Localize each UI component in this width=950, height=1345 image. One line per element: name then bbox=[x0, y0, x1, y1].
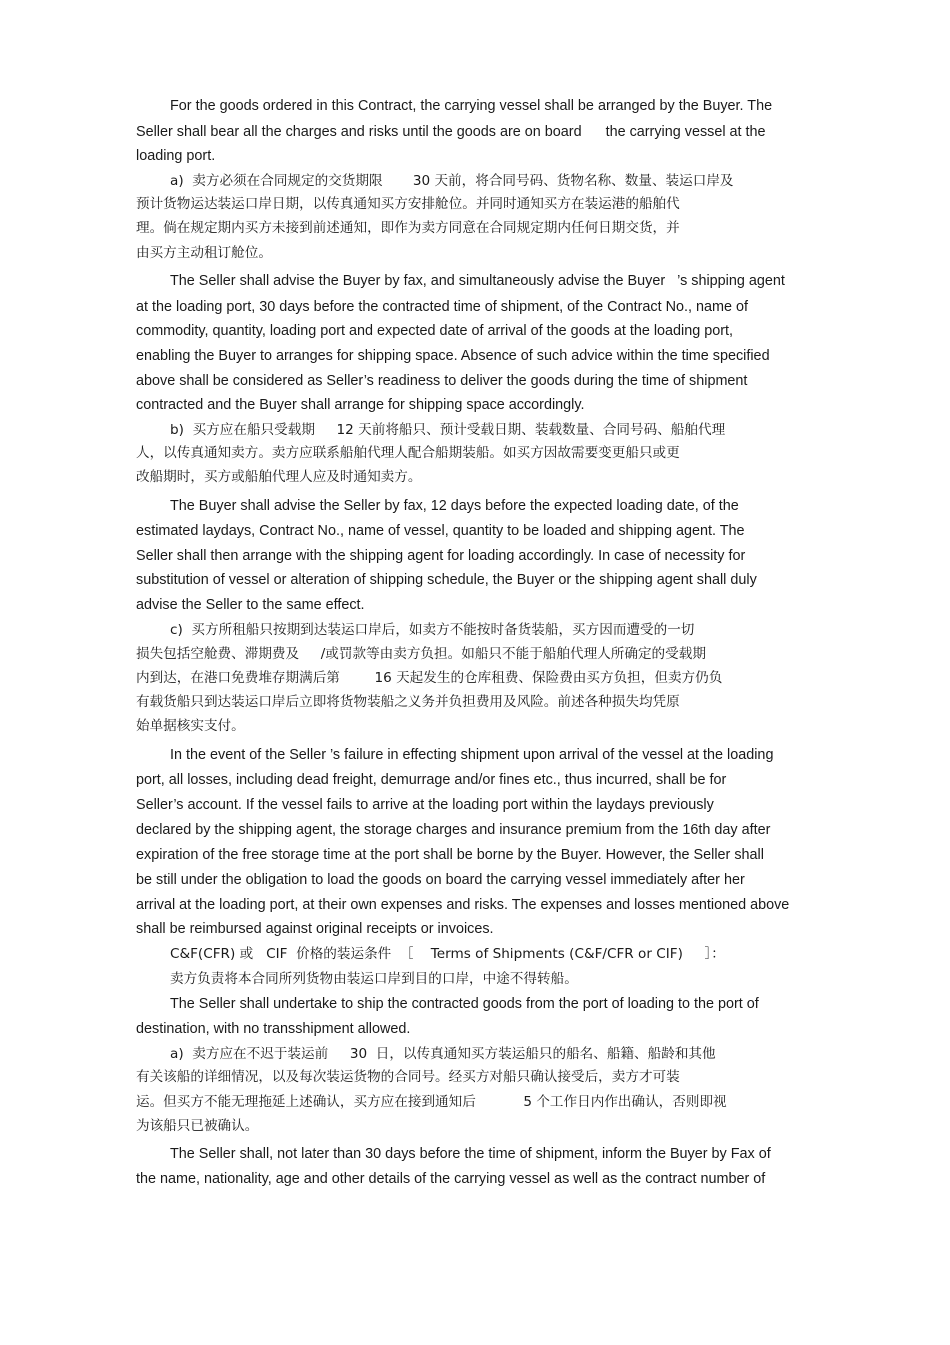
text-line: port, all losses, including dead freight, demurrage and/or fines etc., thus incurred, shall be for bbox=[136, 772, 727, 788]
text-line: 卖方负责将本合同所列货物由装运口岸到目的口岸，中途不得转船。 bbox=[170, 971, 578, 987]
text-line: a) 卖方应在不迟于装运前 30 日，以传真通知买方装运船只的船名、船籍、船龄和其他 bbox=[170, 1046, 716, 1062]
text-line: 运。但买方不能无理拖延上述确认，买方应在接到通知后 5 个工作日内作出确认，否则即视 bbox=[136, 1094, 727, 1110]
text-line: Seller’s account. If the vessel fails to arrive at the loading port within the laydays previously bbox=[136, 797, 714, 813]
text-line: The Seller shall, not later than 30 days before the time of shipment, inform the Buyer by Fax of bbox=[170, 1146, 771, 1162]
text-line: a) 卖方必须在合同规定的交货期限 30 天前，将合同号码、货物名称、数量、装运口岸及 bbox=[170, 173, 734, 189]
text-line: 有关该船的详细情况，以及每次装运货物的合同号。经买方对船只确认接受后，卖方才可装 bbox=[136, 1069, 680, 1085]
text-line: 内到达，在港口免费堆存期满后第 16 天起发生的仓库租费、保险费由买方负担，但卖方仍负 bbox=[136, 670, 723, 686]
text-line: 为该船只已被确认。 bbox=[136, 1118, 259, 1134]
text-line: b) 买方应在船只受载期 12 天前将船只、预计受载日期、装载数量、合同号码、船舶代理 bbox=[170, 422, 726, 438]
text-line: For the goods ordered in this Contract, the carrying vessel shall be arranged by the Buyer. The bbox=[170, 98, 773, 114]
text-line: commodity, quantity, loading port and expected date of arrival of the goods at the loading port, bbox=[136, 323, 734, 339]
text-line: c) 买方所租船只按期到达装运口岸后，如卖方不能按时备货装船，买方因而遭受的一切 bbox=[170, 622, 695, 638]
text-line: loading port. bbox=[136, 148, 216, 164]
text-line: The Buyer shall advise the Seller by fax, 12 days before the expected loading date, of the bbox=[170, 498, 739, 514]
text-line: The Seller shall advise the Buyer by fax, and simultaneously advise the Buyer ’s shipping agent bbox=[170, 273, 785, 289]
text-line: 预计货物运达装运口岸日期，以传真通知买方安排舱位。并同时通知买方在装运港的船舶代 bbox=[136, 196, 680, 212]
text-line: 损失包括空舱费、滞期费及 /或罚款等由卖方负担。如船只不能于船舶代理人所确定的受载期 bbox=[136, 646, 706, 662]
text-line: C&F(CFR) 或 CIF 价格的装运条件 ［ Terms of Shipments (C&F/CFR or CIF) ］： bbox=[170, 946, 725, 962]
text-line: Seller shall bear all the charges and risks until the goods are on board the carrying vessel at the bbox=[136, 124, 766, 140]
text-line: estimated laydays, Contract No., name of vessel, quantity to be loaded and shipping agent. The bbox=[136, 523, 745, 539]
text-line: declared by the shipping agent, the storage charges and insurance premium from the 16th day after bbox=[136, 822, 771, 838]
text-line: 有载货船只到达装运口岸后立即将货物装船之义务并负担费用及风险。前述各种损失均凭原 bbox=[136, 694, 680, 710]
text-line: Seller shall then arrange with the shipping agent for loading accordingly. In case of necessity for bbox=[136, 548, 746, 564]
text-line: enabling the Buyer to arranges for shipping space. Absence of such advice within the time specified bbox=[136, 348, 770, 364]
text-line: contracted and the Buyer shall arrange for shipping space accordingly. bbox=[136, 397, 585, 413]
text-line: at the loading port, 30 days before the contracted time of shipment, of the Contract No., name of bbox=[136, 299, 748, 315]
text-line: destination, with no transshipment allowed. bbox=[136, 1021, 411, 1037]
text-line: be still under the obligation to load the goods on board the carrying vessel immediately after her bbox=[136, 872, 745, 888]
text-line: 始单据核实支付。 bbox=[136, 718, 245, 734]
text-line: advise the Seller to the same effect. bbox=[136, 597, 365, 613]
text-line: 由买方主动租订舱位。 bbox=[136, 245, 272, 261]
text-line: expiration of the free storage time at the port shall be borne by the Buyer. However, the Seller shall bbox=[136, 847, 764, 863]
text-line: In the event of the Seller ’s failure in effecting shipment upon arrival of the vessel at the loading bbox=[170, 747, 774, 763]
text-line: 改船期时，买方或船舶代理人应及时通知卖方。 bbox=[136, 469, 422, 485]
text-line: The Seller shall undertake to ship the contracted goods from the port of loading to the port of bbox=[170, 996, 759, 1012]
text-line: the name, nationality, age and other details of the carrying vessel as well as the contract number of bbox=[136, 1171, 766, 1187]
text-line: arrival at the loading port, at their own expenses and risks. The expenses and losses mentioned above bbox=[136, 897, 790, 913]
text-line: above shall be considered as Seller’s readiness to deliver the goods during the time of shipment bbox=[136, 373, 748, 389]
text-line: shall be reimbursed against original receipts or invoices. bbox=[136, 921, 494, 937]
text-line: 理。倘在规定期内买方未接到前述通知，即作为卖方同意在合同规定期内任何日期交货，并 bbox=[136, 220, 680, 236]
text-line: 人，以传真通知卖方。卖方应联系船舶代理人配合船期装船。如买方因故需要变更船只或更 bbox=[136, 445, 680, 461]
text-line: substitution of vessel or alteration of shipping schedule, the Buyer or the shipping agent shall duly bbox=[136, 572, 757, 588]
